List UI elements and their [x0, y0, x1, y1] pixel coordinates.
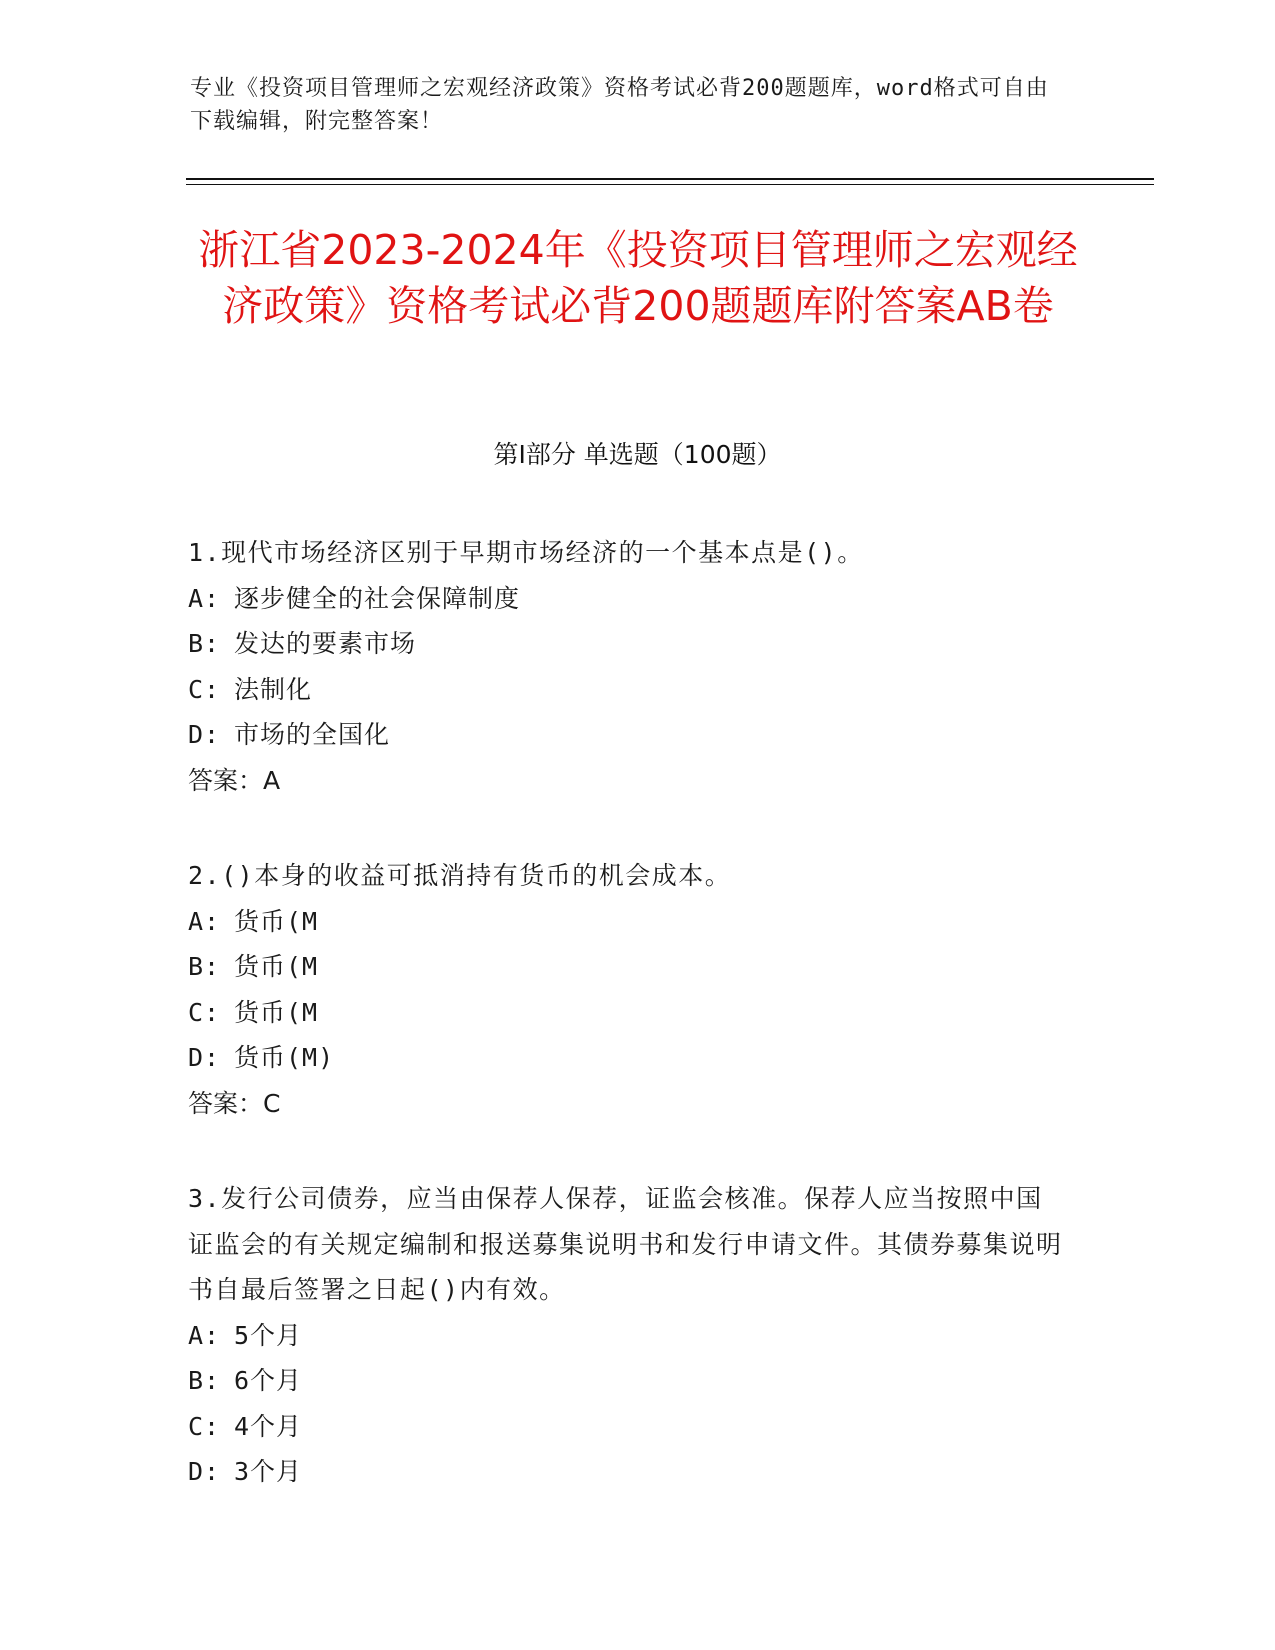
- section-title: 第Ⅰ部分 单选题（100题）: [493, 440, 782, 469]
- option-label: C:: [188, 674, 221, 704]
- option-b: [188, 1358, 1068, 1404]
- header-divider: [186, 178, 1154, 180]
- option-text: 法制化: [234, 674, 313, 704]
- option-label: A:: [188, 906, 221, 936]
- option-label: B:: [188, 952, 221, 981]
- option-text: 3个月: [234, 1457, 303, 1486]
- question-2: [188, 853, 1068, 1126]
- option-label: A:: [188, 583, 221, 613]
- question-3: [188, 1176, 1068, 1495]
- option-text: 市场的全国化: [234, 720, 391, 749]
- option-c: [188, 1404, 1068, 1450]
- option-label: C:: [188, 997, 221, 1027]
- document-title: 浙江省2023-2024年《投资项目管理师之宏观经济政策》资格考试必背200题题库附答案AB卷: [198, 226, 1078, 330]
- option-b: [188, 944, 1068, 990]
- option-text: 5个月: [234, 1320, 303, 1350]
- option-a: [188, 899, 1068, 945]
- option-b: [188, 621, 1068, 667]
- answer: 答案：C: [188, 1088, 281, 1118]
- question-list: [188, 530, 1068, 1545]
- option-text: 货币(M: [234, 952, 319, 981]
- option-text: 发达的要素市场: [234, 629, 417, 658]
- option-label: D:: [188, 1043, 221, 1072]
- question-1: [188, 530, 1068, 803]
- header-divider-thin: [186, 184, 1154, 185]
- option-label: D:: [188, 1457, 221, 1486]
- option-c: [188, 667, 1068, 713]
- option-label: B:: [188, 1366, 221, 1395]
- option-a: [188, 1313, 1068, 1359]
- option-c: [188, 990, 1068, 1036]
- option-text: 货币(M: [234, 906, 319, 936]
- option-text: 货币(M): [234, 1043, 335, 1072]
- option-text: 逐步健全的社会保障制度: [234, 583, 521, 613]
- option-d: [188, 712, 1068, 758]
- option-label: B:: [188, 629, 221, 658]
- question-stem: 3.发行公司债券，应当由保荐人保荐，证监会核准。保荐人应当按照中国证监会的有关规定编制和报送募集说明书和发行申请文件。其债券募集说明书自最后签署之日起()内有效。: [188, 1184, 1063, 1304]
- option-a: [188, 576, 1068, 622]
- option-d: [188, 1035, 1068, 1081]
- question-stem: 1.现代市场经济区别于早期市场经济的一个基本点是()。: [188, 538, 864, 567]
- option-text: 4个月: [234, 1411, 303, 1441]
- header-note: 专业《投资项目管理师之宏观经济政策》资格考试必背200题题库，word格式可自由下载编辑，附完整答案！: [190, 76, 1049, 134]
- option-text: 6个月: [234, 1366, 303, 1395]
- option-label: A:: [188, 1320, 221, 1350]
- question-stem: 2.()本身的收益可抵消持有货币的机会成本。: [188, 861, 732, 890]
- answer: 答案：A: [188, 765, 281, 795]
- option-text: 货币(M: [234, 997, 319, 1027]
- option-label: D:: [188, 720, 221, 749]
- option-d: [188, 1449, 1068, 1495]
- option-label: C:: [188, 1411, 221, 1441]
